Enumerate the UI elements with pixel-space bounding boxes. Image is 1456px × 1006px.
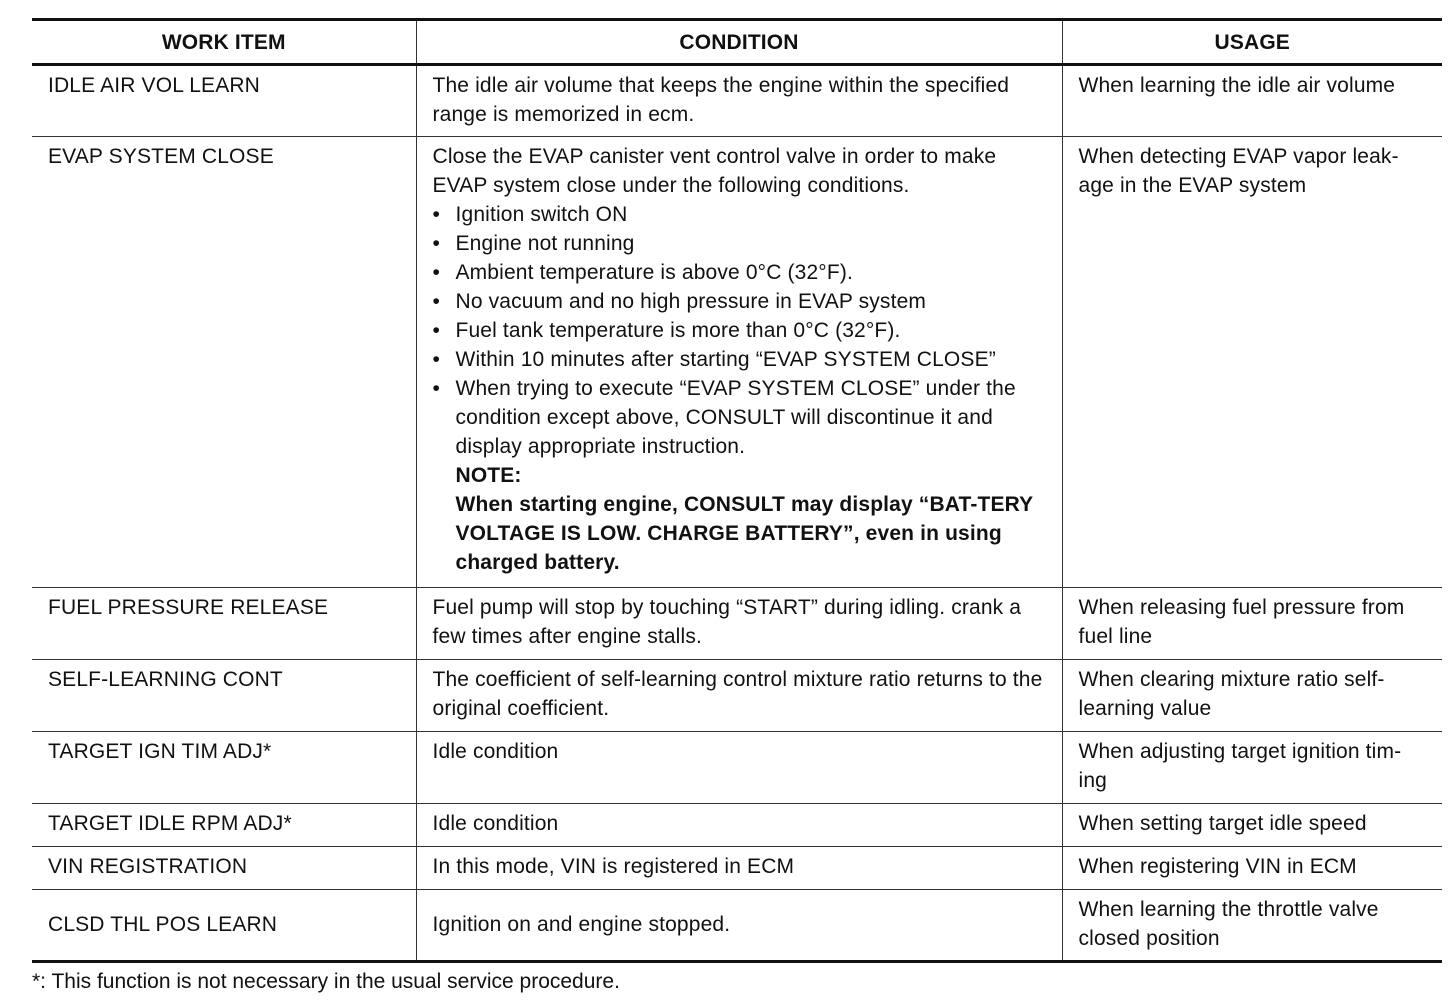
header-usage: USAGE <box>1062 20 1442 65</box>
work-item-cell: TARGET IGN TIM ADJ* <box>32 732 416 804</box>
usage-cell: When learning the throttle valve closed position <box>1062 890 1442 962</box>
table-row <box>32 732 1442 804</box>
table-row <box>32 65 1442 137</box>
list-item: • Ignition switch ON <box>433 200 1048 229</box>
list-item: • No vacuum and no high pressure in EVAP system <box>433 287 1048 316</box>
usage-cell: When releasing fuel pressure from fuel line <box>1062 588 1442 660</box>
table-row <box>32 847 1442 890</box>
condition-cell: Idle condition <box>416 732 1062 804</box>
table-row <box>32 137 1442 588</box>
work-item-cell: IDLE AIR VOL LEARN <box>32 65 416 137</box>
usage-cell: When learning the idle air volume <box>1062 65 1442 137</box>
note-text: When starting engine, CONSULT may display “BAT-TERY VOLTAGE IS LOW. CHARGE BATTERY”, even in using charged battery. <box>455 493 1033 574</box>
condition-cell: The idle air volume that keeps the engine within the specified range is memorized in ecm. <box>416 65 1062 137</box>
list-item <box>433 374 1048 577</box>
condition-bullet-list <box>433 200 1048 577</box>
table-row <box>32 588 1442 660</box>
work-item-cell: SELF-LEARNING CONT <box>32 660 416 732</box>
work-item-cell: TARGET IDLE RPM ADJ* <box>32 804 416 847</box>
usage-cell: When setting target idle speed <box>1062 804 1442 847</box>
table-row <box>32 804 1442 847</box>
table-row <box>32 890 1442 962</box>
work-support-table <box>32 18 1442 963</box>
usage-cell: When clearing mixture ratio self-learning value <box>1062 660 1442 732</box>
table-row <box>32 660 1442 732</box>
condition-cell <box>416 137 1062 588</box>
condition-cell: Idle condition <box>416 804 1062 847</box>
condition-cell: The coefficient of self-learning control mixture ratio returns to the original coefficient. <box>416 660 1062 732</box>
usage-cell: When detecting EVAP vapor leak-age in the EVAP system <box>1062 137 1442 588</box>
work-item-cell: VIN REGISTRATION <box>32 847 416 890</box>
footnote: *: This function is not necessary in the usual service procedure. <box>32 970 620 993</box>
list-item: • Engine not running <box>433 229 1048 258</box>
header-work-item: WORK ITEM <box>32 20 416 65</box>
work-item-cell: FUEL PRESSURE RELEASE <box>32 588 416 660</box>
work-item-cell: CLSD THL POS LEARN <box>32 890 416 962</box>
table-header-row <box>32 20 1442 65</box>
work-support-table-container <box>32 18 1442 963</box>
usage-cell: When adjusting target ignition tim-ing <box>1062 732 1442 804</box>
list-item: • Within 10 minutes after starting “EVAP SYSTEM CLOSE” <box>433 345 1048 374</box>
condition-cell: Fuel pump will stop by touching “START” during idling. crank a few times after engine stalls. <box>416 588 1062 660</box>
work-item-cell: EVAP SYSTEM CLOSE <box>32 137 416 588</box>
condition-cell: Ignition on and engine stopped. <box>416 890 1062 962</box>
condition-intro: Close the EVAP canister vent control valve in order to make EVAP system close under the following conditions. <box>432 145 997 197</box>
condition-cell: In this mode, VIN is registered in ECM <box>416 847 1062 890</box>
list-item-text: When trying to execute “EVAP SYSTEM CLOSE” under the condition except above, CONSULT will discontinue it and display appropriate instruction. <box>455 377 1016 458</box>
list-item: • Ambient temperature is above 0°C (32°F). <box>433 258 1048 287</box>
list-item: • Fuel tank temperature is more than 0°C (32°F). <box>433 316 1048 345</box>
header-condition: CONDITION <box>416 20 1062 65</box>
note-label: NOTE: <box>455 464 522 487</box>
usage-cell: When registering VIN in ECM <box>1062 847 1442 890</box>
